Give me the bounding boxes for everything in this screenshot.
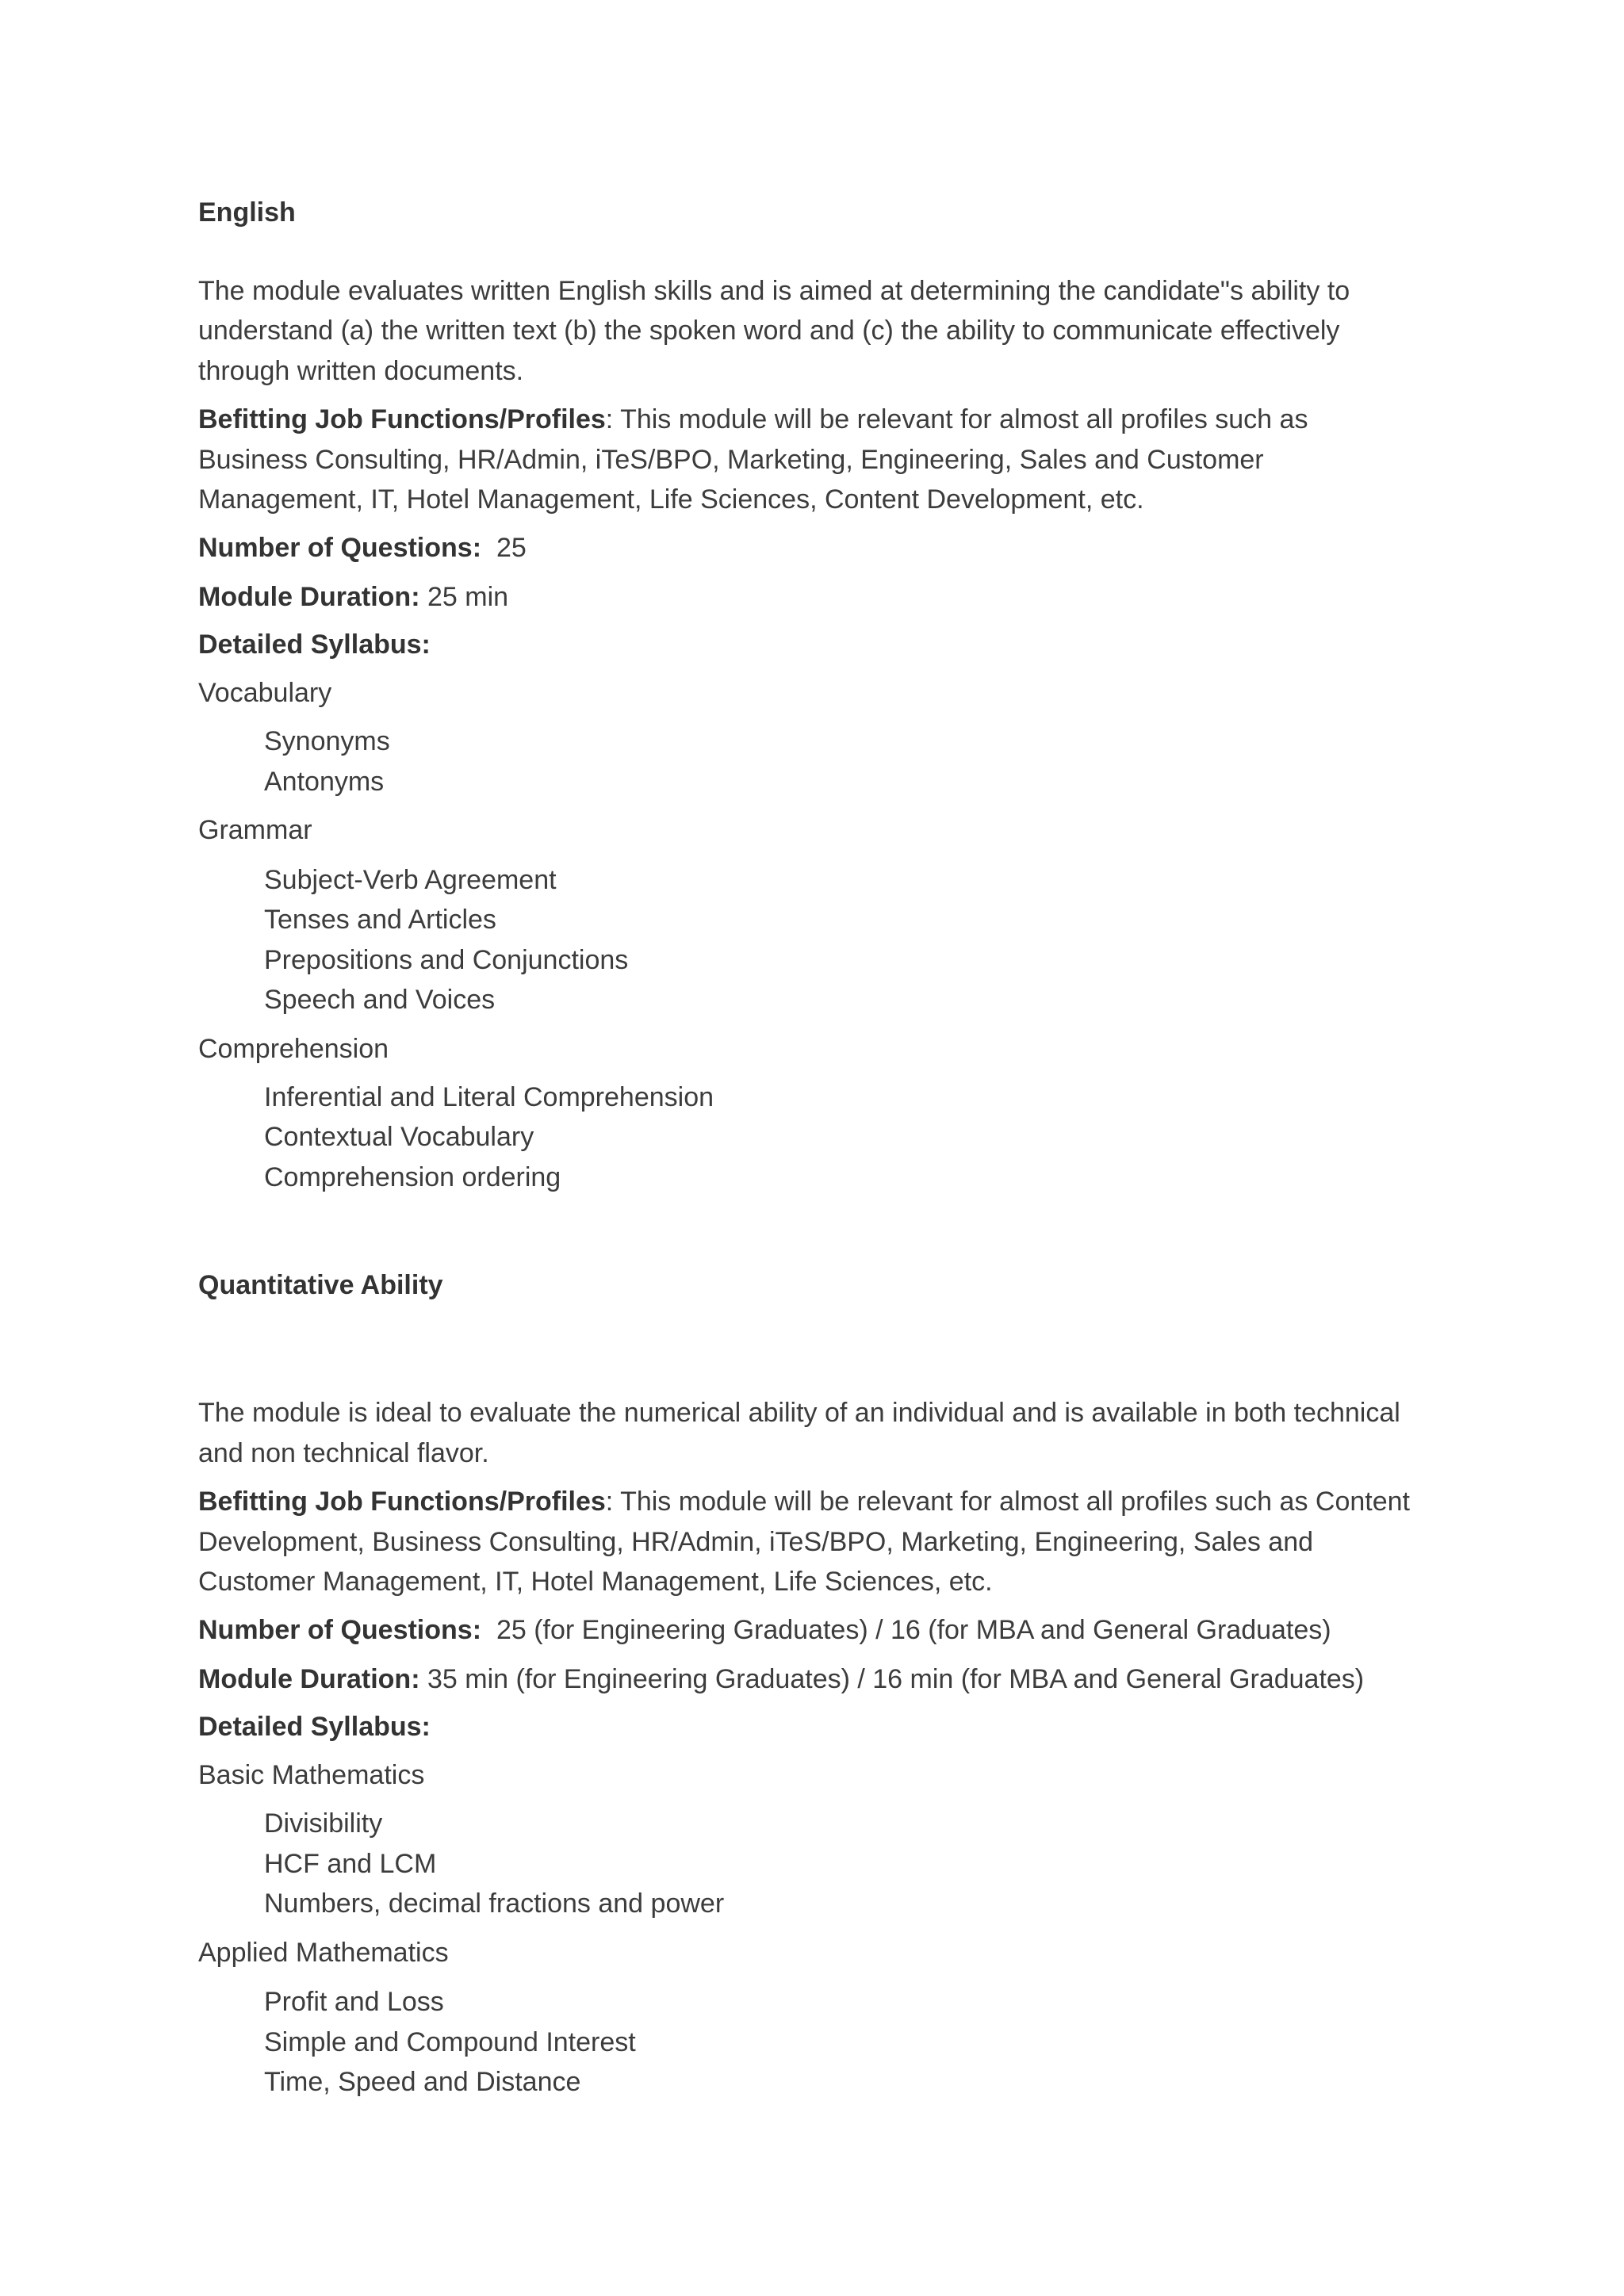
quant-intro-line-1: The module is ideal to evaluate the numerical ability of an individual and is available in both technical [198, 1398, 1400, 1428]
quant-profiles-text: : This module will be relevant for almost all profiles such as Content [605, 1487, 1410, 1517]
english-duration-value: 25 min [427, 582, 509, 612]
quant-questions-label: Number of Questions: [198, 1615, 482, 1645]
english-intro-line-2: understand (a) the written text (b) the spoken word and (c) the ability to communicate effectively [198, 316, 1340, 346]
quant-profiles-line-3: Customer Management, IT, Hotel Management, Life Sciences, etc. [198, 1567, 993, 1597]
syllabus-item: HCF and LCM [264, 1849, 437, 1879]
english-questions [198, 528, 527, 568]
quant-profiles-label: Befitting Job Functions/Profiles [198, 1487, 606, 1517]
syllabus-item: Simple and Compound Interest [264, 2027, 636, 2057]
syllabus-topic: Basic Mathematics [198, 1760, 425, 1790]
quant-syllabus-label: Detailed Syllabus: [198, 1712, 431, 1742]
syllabus-topic: Grammar [198, 815, 312, 845]
english-intro-line-1: The module evaluates written English skills and is aimed at determining the candidate"s ability to [198, 276, 1350, 306]
syllabus-item: Synonyms [264, 726, 390, 756]
quant-questions-value: 25 (for Engineering Graduates) / 16 (for MBA and General Graduates) [496, 1615, 1331, 1645]
syllabus-item: Prepositions and Conjunctions [264, 945, 629, 975]
syllabus-item: Numbers, decimal fractions and power [264, 1888, 725, 1919]
syllabus-topic: Vocabulary [198, 678, 332, 708]
syllabus-topic: Applied Mathematics [198, 1938, 449, 1968]
quant-profiles-line-1 [198, 1482, 1410, 1522]
english-profiles-label: Befitting Job Functions/Profiles [198, 404, 606, 434]
quant-duration [198, 1659, 1364, 1700]
english-questions-value: 25 [496, 533, 527, 563]
quant-duration-label: Module Duration: [198, 1664, 420, 1694]
syllabus-item: Inferential and Literal Comprehension [264, 1082, 714, 1112]
english-profiles-text: : This module will be relevant for almost all profiles such as [605, 404, 1308, 434]
section-heading-quantitative: Quantitative Ability [198, 1270, 443, 1300]
quant-questions [198, 1610, 1331, 1651]
english-syllabus-label: Detailed Syllabus: [198, 629, 431, 660]
english-intro-line-3: through written documents. [198, 356, 524, 386]
quant-profiles-line-2: Development, Business Consulting, HR/Admin, iTeS/BPO, Marketing, Engineering, Sales and [198, 1527, 1314, 1557]
english-profiles-line-1 [198, 400, 1308, 440]
syllabus-topic: Comprehension [198, 1034, 389, 1064]
syllabus-item: Divisibility [264, 1808, 383, 1839]
section-heading-english: English [198, 197, 296, 228]
syllabus-item: Speech and Voices [264, 985, 496, 1015]
syllabus-item: Contextual Vocabulary [264, 1122, 534, 1152]
syllabus-item: Antonyms [264, 767, 385, 797]
syllabus-item: Profit and Loss [264, 1987, 444, 2017]
english-profiles-line-2: Business Consulting, HR/Admin, iTeS/BPO, Marketing, Engineering, Sales and Customer [198, 445, 1264, 475]
syllabus-item: Time, Speed and Distance [264, 2067, 581, 2097]
english-duration-label: Module Duration: [198, 582, 420, 612]
syllabus-item: Comprehension ordering [264, 1162, 561, 1192]
syllabus-item: Subject-Verb Agreement [264, 865, 557, 895]
quant-intro-line-2: and non technical flavor. [198, 1438, 489, 1468]
english-duration [198, 577, 508, 618]
quant-duration-value: 35 min (for Engineering Graduates) / 16 min (for MBA and General Graduates) [427, 1664, 1365, 1694]
english-profiles-line-3: Management, IT, Hotel Management, Life Sciences, Content Development, etc. [198, 484, 1144, 515]
syllabus-item: Tenses and Articles [264, 905, 496, 935]
english-questions-label: Number of Questions: [198, 533, 482, 563]
